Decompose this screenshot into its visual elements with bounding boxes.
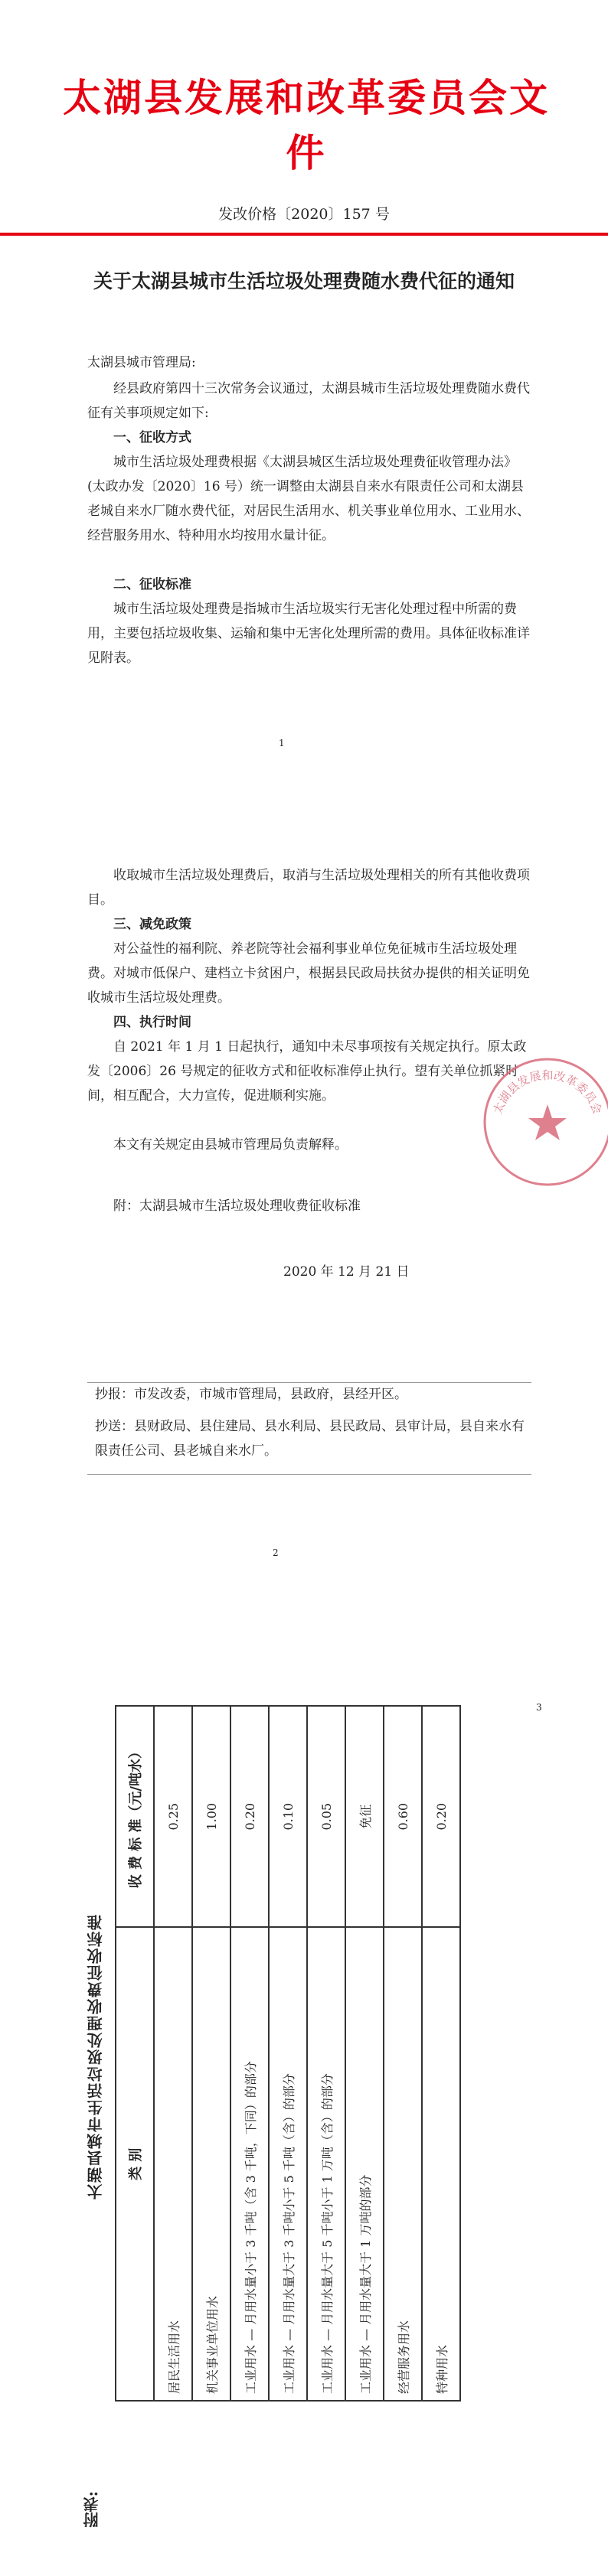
table-row bbox=[384, 1706, 422, 2401]
page-number: 3 bbox=[536, 1702, 542, 1713]
section-2-body: 城市生活垃圾处理费是指城市生活垃圾实行无害化处理过程中所需的费用，主要包括垃圾收集、运输和集中无害化处理所需的费用。具体征收标准详见附表。 bbox=[87, 602, 530, 666]
fee-cell: 0.60 bbox=[384, 1706, 422, 1927]
table-row bbox=[230, 1706, 269, 2401]
section-1-heading: 一、征收方式 bbox=[113, 430, 191, 445]
document-number: 发改价格〔2020〕157 号 bbox=[218, 206, 390, 223]
fee-standard-table bbox=[115, 1705, 461, 2402]
category-cell: 工业用水 — 月用水量小于 3 千吨（含 3 千吨，下同）的部分 bbox=[230, 1927, 269, 2401]
category-cell: 特种用水 bbox=[422, 1927, 460, 2401]
fee-table-wrapper bbox=[115, 1705, 459, 2402]
section-3-body: 对公益性的福利院、养老院等社会福利事业单位免征城市生活垃圾处理费。对城市低保户、建档立卡贫困户，根据县民政局扶贫办提供的相关证明免收城市生活垃圾处理费。 bbox=[87, 941, 530, 1006]
section-3-heading: 三、减免政策 bbox=[113, 917, 191, 932]
table-title: 太湖县城市生活垃圾处理收费征收标准 bbox=[87, 1913, 105, 2199]
fee-cell: 0.25 bbox=[154, 1706, 192, 1927]
table-row bbox=[116, 1706, 154, 2401]
section-4-heading: 四、执行时间 bbox=[113, 1015, 191, 1030]
table-row bbox=[192, 1706, 230, 2401]
red-divider bbox=[0, 233, 608, 236]
page-number: 1 bbox=[279, 738, 285, 748]
page-number: 2 bbox=[273, 1547, 279, 1558]
category-cell: 工业用水 — 月用水量大于 3 千吨小于 5 千吨（含）的部分 bbox=[269, 1927, 307, 2401]
attachment-line: 附：太湖县城市生活垃圾处理收费征收标准 bbox=[113, 1198, 361, 1214]
official-seal-stamp bbox=[476, 1051, 608, 1193]
section-1-body: 城市生活垃圾处理费根据《太湖县城区生活垃圾处理费征收管理办法》(太政办发〔2020〕16 号）统一调整由太湖县自来水有限责任公司和太湖县老城自来水厂随水费代征，对居民生活用水、机关事业单位用水、工业用水、经营服务用水、特种用水均按用水量计征。 bbox=[87, 455, 530, 543]
svg-text:太湖县发展和改革委员会: 太湖县发展和改革委员会 bbox=[490, 1068, 605, 1117]
org-header-title: 太湖县发展和改革委员会文件 bbox=[63, 75, 550, 175]
section-4-body: 自 2021 年 1 月 1 日起执行，通知中未尽事项按有关规定执行。原太政发〔2006〕26 号规定的征收方式和征收标准停止执行。望有关单位抓紧时间，相互配合，大力宣传，促进顺利实施。 bbox=[87, 1039, 527, 1104]
table-row bbox=[345, 1706, 384, 2401]
attachment-label: 附表: bbox=[83, 2491, 101, 2528]
cc-divider-bottom bbox=[87, 1474, 531, 1475]
table-row bbox=[154, 1706, 192, 2401]
section-2-heading: 二、征收标准 bbox=[113, 577, 191, 592]
table-row bbox=[307, 1706, 345, 2401]
addressee: 太湖县城市管理局: bbox=[87, 355, 196, 370]
page-1 bbox=[0, 0, 608, 765]
table-row bbox=[422, 1706, 460, 2401]
category-cell: 机关事业单位用水 bbox=[192, 1927, 230, 2401]
table-row bbox=[269, 1706, 307, 2401]
fee-cell: 0.10 bbox=[269, 1706, 307, 1927]
cc-send-line: 抄送：县财政局、县住建局、县水利局、县民政局、县审计局，县自来水有限责任公司、县老城自来水厂。 bbox=[95, 1419, 525, 1459]
fee-cell: 0.05 bbox=[307, 1706, 345, 1927]
issue-date: 2020 年 12 月 21 日 bbox=[283, 1264, 410, 1280]
fee-cell: 免征 bbox=[345, 1706, 384, 1927]
interpretation-paragraph: 本文有关规定由县城市管理局负责解释。 bbox=[113, 1137, 348, 1153]
header-category: 类 别 bbox=[116, 1927, 154, 2401]
category-cell: 居民生活用水 bbox=[154, 1927, 192, 2401]
intro-paragraph: 经县政府第四十三次常务会议通过，太湖县城市生活垃圾处理费随水费代征有关事项规定如下: bbox=[87, 381, 530, 421]
fee-cell: 1.00 bbox=[192, 1706, 230, 1927]
notice-title: 关于太湖县城市生活垃圾处理费随水费代征的通知 bbox=[93, 270, 515, 292]
continuation-paragraph: 收取城市生活垃圾处理费后，取消与生活垃圾处理相关的所有其他收费项目。 bbox=[87, 868, 530, 908]
header-fee: 收 费 标 准（元/吨水） bbox=[116, 1706, 154, 1927]
category-cell: 经营服务用水 bbox=[384, 1927, 422, 2401]
fee-cell: 0.20 bbox=[422, 1706, 460, 1927]
cc-report-line: 抄报：市发改委，市城市管理局，县政府，县经开区。 bbox=[95, 1387, 407, 1402]
fee-cell: 0.20 bbox=[230, 1706, 269, 1927]
category-cell: 工业用水 — 月用水量大于 1 万吨的部分 bbox=[345, 1927, 384, 2401]
category-cell: 工业用水 — 月用水量大于 5 千吨小于 1 万吨（含）的部分 bbox=[307, 1927, 345, 2401]
